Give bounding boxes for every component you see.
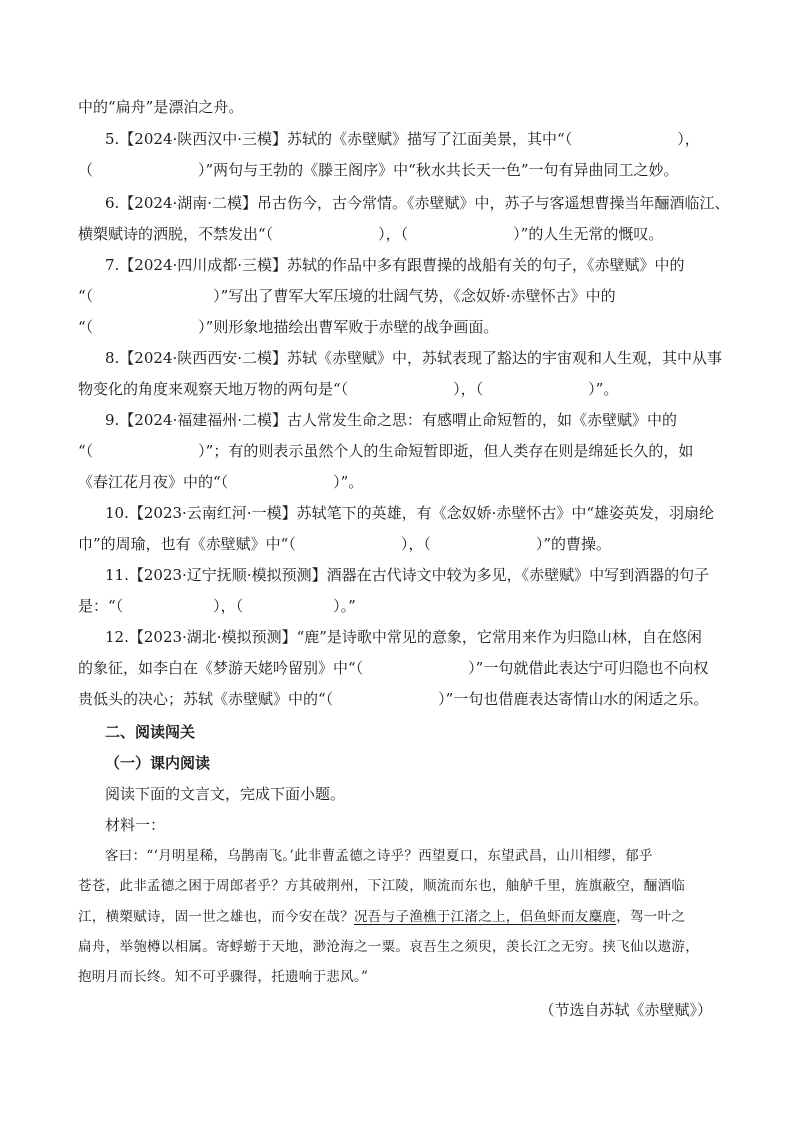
text-line: “（ ）”；有的则表示虽然个人的生命短暂即逝，但人类存在则是绵延长久的，如 [78, 442, 694, 460]
text-line: 是：“（ ），（ ）。” [78, 597, 356, 615]
source-citation: （节选自苏轼《赤壁赋》） [539, 1001, 712, 1019]
section-heading: 二、阅读闯关 [105, 723, 196, 741]
instruction: 阅读下面的文言文，完成下面小题。 [105, 785, 346, 803]
text-line: 物变化的角度来观察天地万物的两句是“（ ），（ ）”。 [78, 380, 619, 398]
question-7: 7.【2024·四川成都·三模】苏轼的作品中多有跟曹操的战船有关的句子，《赤壁赋》中的 [105, 256, 685, 274]
text-line: “（ ）”则形象地描绘出曹军败于赤壁的战争画面。 [78, 318, 499, 336]
subsection-heading: （一）课内阅读 [105, 754, 211, 772]
passage-text: 江，横槊赋诗，固一世之雄也，而今安在哉？ [78, 909, 354, 925]
passage-text: ，驾一叶之 [616, 909, 686, 925]
underlined-sentence: 况吾与子渔樵于江渚之上，侣鱼虾而友麋鹿 [354, 909, 617, 925]
text-line: 中的“扁舟”是漂泊之舟。 [78, 98, 244, 116]
passage-line: 抱明月而长终。知不可乎骤得，托遗响于悲风。” [78, 969, 369, 985]
passage-line [78, 907, 685, 927]
question-8: 8.【2024·陕西西安·二模】苏轼《赤壁赋》中，苏轼表现了豁达的宇宙观和人生观，其中从事 [105, 349, 723, 367]
passage-line: 扁舟，举匏樽以相属。寄蜉蝣于天地，渺沧海之一粟。哀吾生之须臾，羡长江之无穷。挟飞仙以遨游， [78, 939, 699, 955]
text-line: “（ ）”写出了曹军大军压境的壮阔气势，《念奴娇·赤壁怀古》中的 [78, 287, 616, 305]
question-9: 9.【2024·福建福州·二模】古人常发生命之思：有感喟止命短暂的，如《赤壁赋》中的 [105, 411, 678, 429]
passage-line: 苍苍，此非孟德之困于周郎者乎？方其破荆州，下江陵，顺流而东也，舳舻千里，旌旗蔽空，酾酒临 [78, 878, 686, 894]
question-11: 11.【2023·辽宁抚顺·模拟预测】酒器在古代诗文中较为多见，《赤壁赋》中写到酒器的句子 [105, 566, 710, 584]
question-10: 10.【2023·云南红河·一模】苏轼笔下的英雄，有《念奴娇·赤壁怀古》中“雄姿英发，羽扇纶 [105, 504, 715, 522]
text-line: （ ）”两句与王勃的《滕王阁序》中“秋水共长天一色”一句有异曲同工之妙。 [78, 161, 679, 179]
text-line: 贵低头的决心；苏轼《赤壁赋》中的“（ ）”一句也借鹿表达寄情山水的闲适之乐。 [78, 690, 709, 708]
text-line: 巾”的周瑜，也有《赤壁赋》中“（ ），（ ）”的曹操。 [78, 535, 612, 553]
text-line: 的象征，如李白在《梦游天姥吟留别》中“（ ）”一句就借此表达宁可归隐也不向权 [78, 659, 709, 677]
material-label: 材料一： [105, 816, 166, 834]
text-line: 《春江花月夜》中的“（ ）”。 [78, 473, 364, 491]
passage-line: 客曰：“‘月明星稀，乌鹊南飞。’此非曹孟德之诗乎？西望夏口，东望武昌，山川相缪，郁乎 [105, 848, 653, 864]
question-5: 5.【2024·陕西汉中·三模】苏轼的《赤壁赋》描写了江面美景，其中“（ ）， [105, 130, 700, 148]
question-6: 6.【2024·湖南·二模】吊古伤今，古今常情。《赤壁赋》中，苏子与客遥想曹操当年酾酒临江、 [105, 194, 730, 212]
question-12: 12.【2023·湖北·模拟预测】“鹿”是诗歌中常见的意象，它常用来作为归隐山林，自在悠闲 [105, 628, 702, 646]
text-line: 横槊赋诗的洒脱，不禁发出“（ ），（ ）”的人生无常的慨叹。 [78, 225, 664, 243]
